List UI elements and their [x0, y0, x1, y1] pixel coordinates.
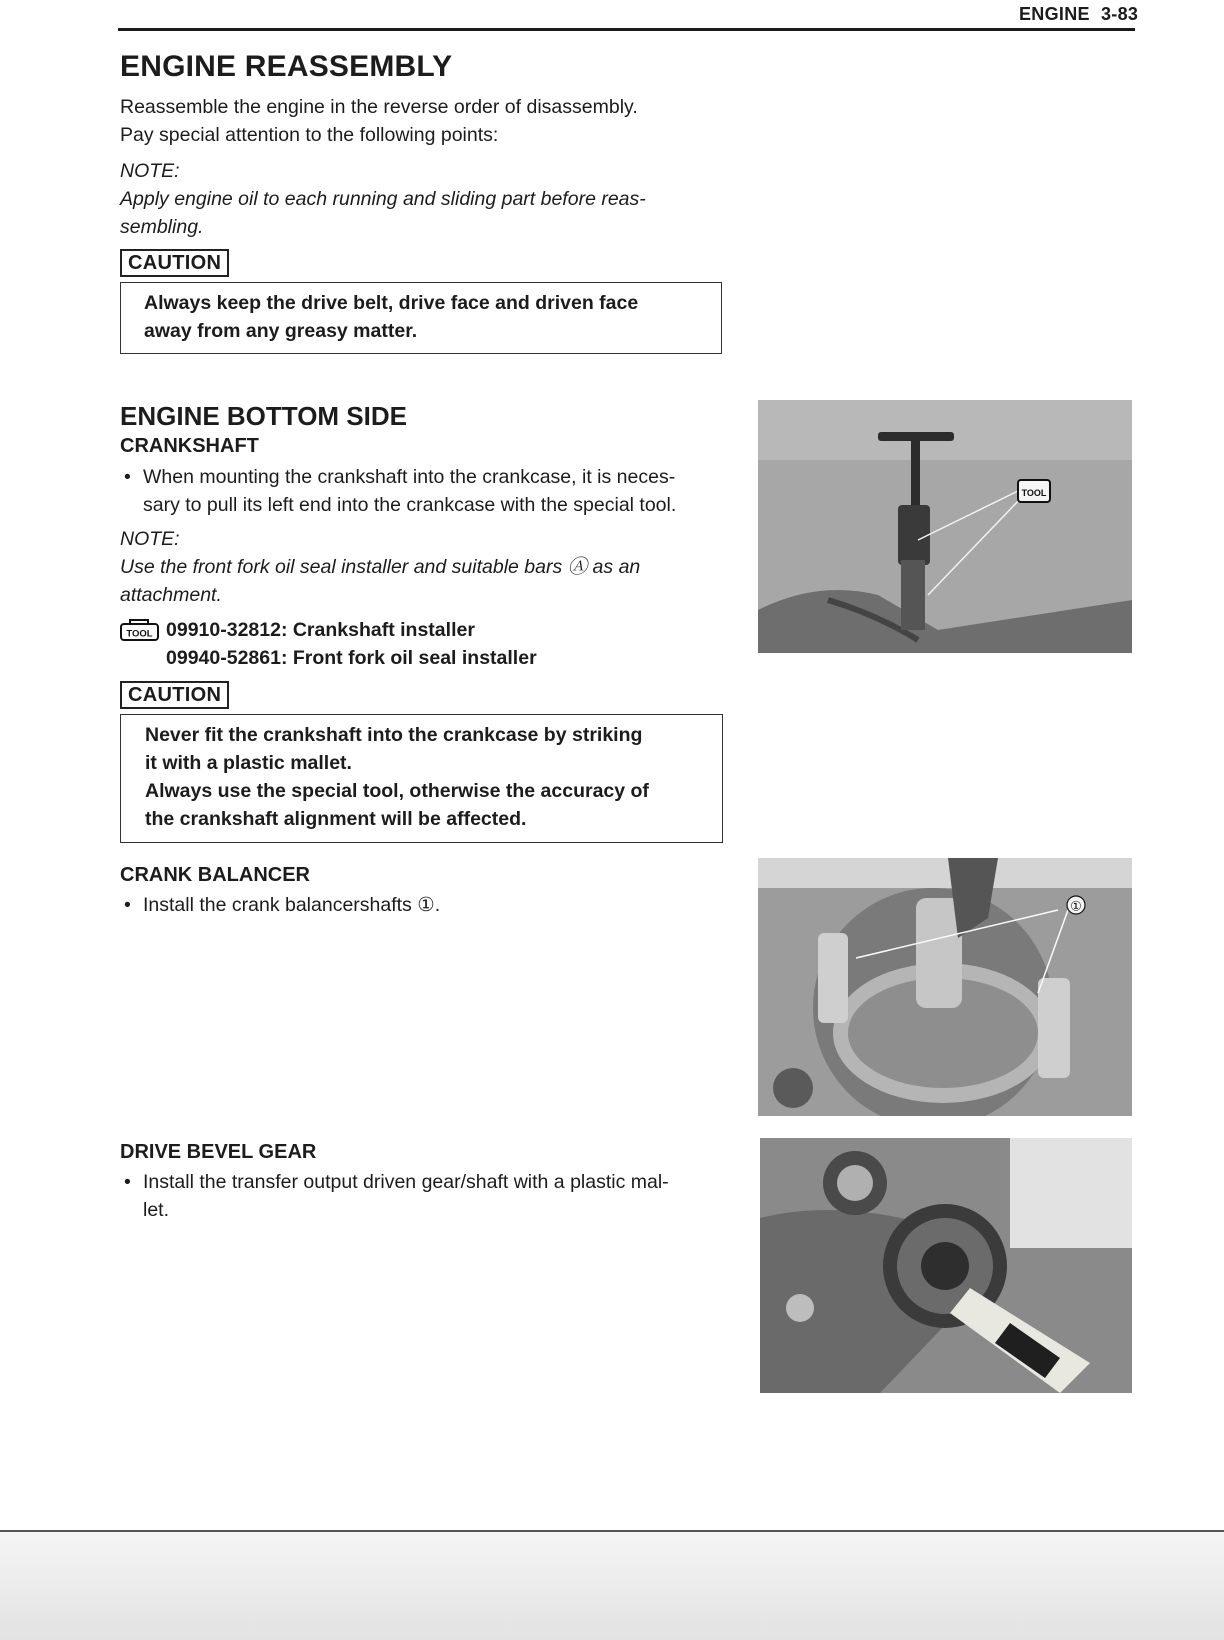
caution-line-1: Always keep the drive belt, drive face and driven face: [144, 292, 639, 314]
note2-line-2: attachment.: [120, 584, 222, 606]
page-title: ENGINE REASSEMBLY: [120, 50, 453, 83]
photo2-callout-label: ①: [1070, 898, 1082, 914]
scan-background-strip: [0, 1532, 1224, 1640]
crankshaft-installer-photo: [758, 400, 1132, 653]
caution2-line-3: Always use the special tool, otherwise the accuracy of: [145, 780, 649, 802]
caution-tag: CAUTION: [120, 249, 229, 277]
drive-bevel-bullet-line-2: let.: [143, 1199, 170, 1221]
tool-badge-text: TOOL: [126, 628, 153, 640]
subsection-title-drive-bevel-gear: DRIVE BEVEL GEAR: [120, 1141, 317, 1163]
caution-line-2: away from any greasy matter.: [144, 320, 418, 342]
note2-label: NOTE:: [120, 528, 180, 550]
caution2-line-1: Never fit the crankshaft into the crankcase by striking: [145, 724, 643, 746]
tool-icon: [120, 618, 160, 642]
note-label: NOTE:: [120, 160, 180, 182]
tool-line-1: 09910-32812: Crankshaft installer: [166, 619, 475, 641]
page-number: 3-83: [1101, 4, 1139, 24]
note-line-1: Apply engine oil to each running and sliding part before reas-: [120, 188, 646, 210]
note-line-2: sembling.: [120, 216, 204, 238]
intro-line-1: Reassemble the engine in the reverse order of disassembly.: [120, 96, 638, 118]
bullet-dot: •: [124, 894, 131, 916]
note2-line-1: Use the front fork oil seal installer and suitable bars Ⓐ as an: [120, 556, 641, 578]
drive-bevel-gear-photo: [760, 1138, 1132, 1393]
subsection-title-crank-balancer: CRANK BALANCER: [120, 864, 310, 886]
intro-line-2: Pay special attention to the following points:: [120, 124, 499, 146]
crank-balancer-photo: [758, 858, 1132, 1116]
subsection-title-crankshaft: CRANKSHAFT: [120, 435, 259, 457]
crankshaft-bullet-line-1: When mounting the crankshaft into the crankcase, it is neces-: [143, 466, 676, 488]
section-title-bottom-side: ENGINE BOTTOM SIDE: [120, 401, 407, 431]
bullet-dot: •: [124, 466, 131, 488]
header-section: ENGINE: [1019, 4, 1090, 24]
crankshaft-bullet-line-2: sary to pull its left end into the crankcase with the special tool.: [143, 494, 677, 516]
tool-line-2: 09940-52861: Front fork oil seal installer: [166, 647, 537, 669]
header-rule: [118, 28, 1135, 31]
photo1-tool-label: TOOL: [1021, 488, 1047, 498]
bullet-dot: •: [124, 1171, 131, 1193]
caution-tag: CAUTION: [120, 681, 229, 709]
drive-bevel-bullet-line-1: Install the transfer output driven gear/shaft with a plastic mal-: [143, 1171, 669, 1193]
crank-balancer-bullet: Install the crank balancershafts ①.: [143, 894, 441, 916]
caution2-line-2: it with a plastic mallet.: [145, 752, 352, 774]
caution2-line-4: the crankshaft alignment will be affected.: [145, 808, 527, 830]
